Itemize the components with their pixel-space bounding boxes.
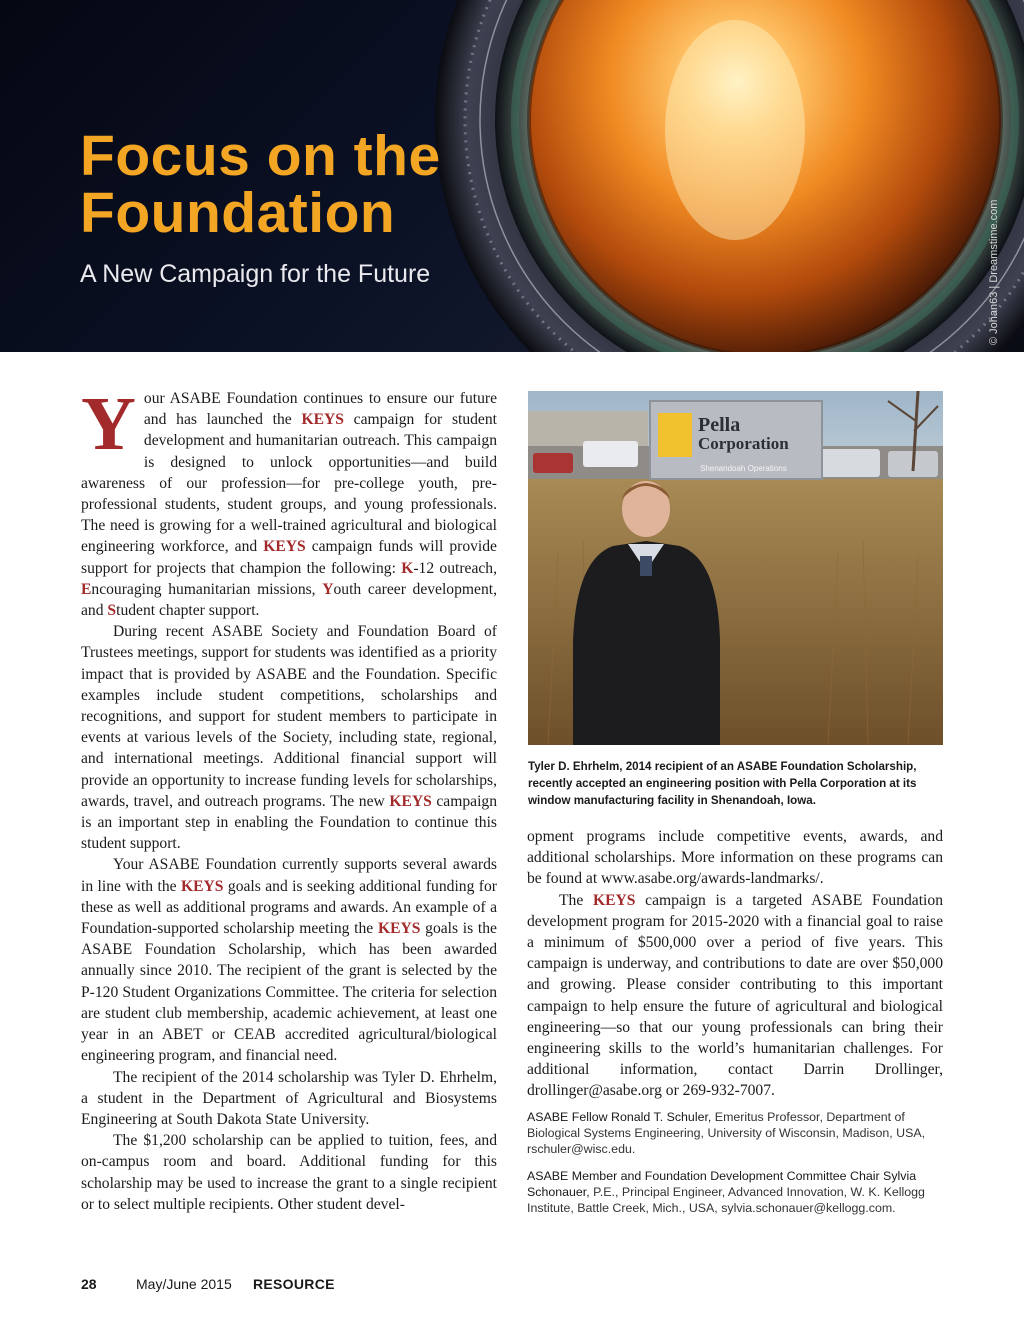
paragraph-5: The $1,200 scholarship can be applied to tuition, fees, and on-campus room and board. Additional funding for this scholarship may be used to increase the grant to a single recipient or to select multiple recipients. Other student devel- [81, 1132, 497, 1213]
hero-banner [0, 0, 1024, 352]
sign-text-line-1: Pella [698, 414, 741, 436]
p1-text-c: campaign funds will provide support for projects that champion the following: [81, 538, 497, 577]
keys-letter-e: E [81, 580, 92, 598]
p2-text-a: During recent ASABE Society and Foundation Board of Trustees meetings, support for students was identified as a priority impact that is provided by ASABE and the Foundation. Specific examples include student competitions, scholarships and recognitions, and support for student members to participate in events at various levels of the Society, including state, regional, and international meetings. Additional financial support will provide an opportunity to increase funding levels for scholarships, awards, travel, and outreach programs. The new [81, 623, 497, 810]
p7-text-b: campaign is a targeted ASABE Foundation development program for 2015-2020 with a financial goal to raise a minimum of $500,000 over a period of five years. This campaign is underway, and contributions to date are over $50,000 and growing. Please consider contributing to this important campaign to help ensure the future of agricultural and biological engineering—so that our young professionals can bring their engineering skills to the world’s humanitarian challenges. For additional information, contact Darrin Drollinger, drollinger@asabe.org or 269-932-7007. [527, 891, 943, 1100]
author-bio-schonauer [527, 1168, 943, 1217]
p3-text-b: goals and is seeking additional funding for these as well as additional programs and awards. An example of a Foundation-supported scholarship meeting the [81, 877, 497, 938]
keys-letter-s: S [107, 602, 117, 620]
author-details-schonauer: P.E., Principal Engineer, Advanced Innovation, W. K. Kellogg Institute, Battle Creek, Mich., USA, sylvia.schonauer@kellogg.com. [527, 1185, 925, 1216]
p3-text-a: Your ASABE Foundation currently supports several awards in line with the [81, 856, 497, 895]
author-bio-schuler [527, 1109, 943, 1158]
p1-text-e: ncouraging humanitarian missions, [91, 580, 323, 598]
keys-letter-y: Y [322, 580, 334, 598]
author-details-schuler: Emeritus Professor, Department of Biological Systems Engineering, University of Wisconsin, Madison, USA, rschuler@wisc.edu. [527, 1110, 926, 1157]
article-right-column [527, 826, 943, 1102]
keys-term: KEYS [263, 538, 306, 556]
sign-text-line-3: Shenandoah Operations [700, 464, 787, 473]
p2-text-b: campaign is an important step in enabling the Foundation to continue this student support. [81, 792, 497, 853]
page-number: 28 [81, 1276, 97, 1292]
paragraph-4: The recipient of the 2014 scholarship was Tyler D. Ehrhelm, a student in the Department of Agricultural and Biosystems Engineering at South Dakota State University. [81, 1068, 497, 1128]
p1-text-b: campaign for student development and humanitarian outreach. This campaign is designed to unlock opportunities—and build awareness of our profession—for pre-college youth, pre-professional students, student groups, and young professionals. The need is growing for a well-trained agricultural and biological engineering workforce, and [81, 411, 497, 556]
keys-letter-k: K [401, 559, 414, 577]
author-name-schonauer: ASABE Member and Foundation Development Committee Chair Sylvia Schonauer, [527, 1169, 917, 1200]
paragraph-2 [81, 621, 497, 854]
article-left-column [81, 382, 498, 1215]
keys-term: KEYS [301, 411, 344, 429]
keys-term: KEYS [592, 891, 636, 909]
photo-illustration [528, 391, 943, 745]
keys-term: KEYS [377, 920, 421, 938]
p1-text-s: tudent chapter support. [116, 602, 260, 620]
photo-credit: © Johan63 | Dreamstime.com [988, 199, 1000, 345]
author-name-schuler: ASABE Fellow Ronald T. Schuler, [527, 1110, 712, 1124]
paragraph-7 [527, 890, 943, 1102]
article-title [80, 124, 520, 245]
sign-text-line-2: Corporation [698, 434, 789, 453]
p1-text-a: our ASABE Foundation continues to ensure our future and has launched the [143, 390, 497, 429]
article-subtitle: A New Campaign for the Future [80, 260, 431, 288]
p1-text-y: outh career development, and [81, 580, 497, 620]
magazine-name: RESOURCE [253, 1276, 335, 1292]
scholarship-recipient-photo [528, 391, 943, 745]
keys-term: KEYS [181, 877, 224, 895]
p7-text-a: The [559, 891, 593, 909]
p1-text-k: -12 outreach, [413, 559, 498, 577]
title-line-1: Focus on the [80, 124, 441, 188]
title-line-2: Foundation [80, 181, 396, 245]
issue-date: May/June 2015 [136, 1276, 232, 1292]
p3-text-c: goals is the ASABE Foundation Scholarship, which has been awarded annually since 2010. The recipient of the grant is selected by the P-120 Student Organizations Committee. The criteria for selection are student club membership, academic achievement, at least one year in an ABET or CEAB accredited agricultural/biological engineering program, and financial need. [81, 920, 497, 1065]
drop-cap: Y [81, 382, 136, 466]
paragraph-6: opment programs include competitive events, awards, and additional scholarships. More information on these programs can be found at www.asabe.org/awards-landmarks/. [527, 828, 943, 888]
paragraph-3 [81, 854, 497, 1066]
keys-term: KEYS [389, 792, 432, 810]
photo-caption: Tyler D. Ehrhelm, 2014 recipient of an ASABE Foundation Scholarship, recently accepted an engineering position with Pella Corporation at its window manufacturing facility in Shenandoah, Iowa. [528, 760, 917, 807]
paragraph-1 [81, 382, 498, 621]
